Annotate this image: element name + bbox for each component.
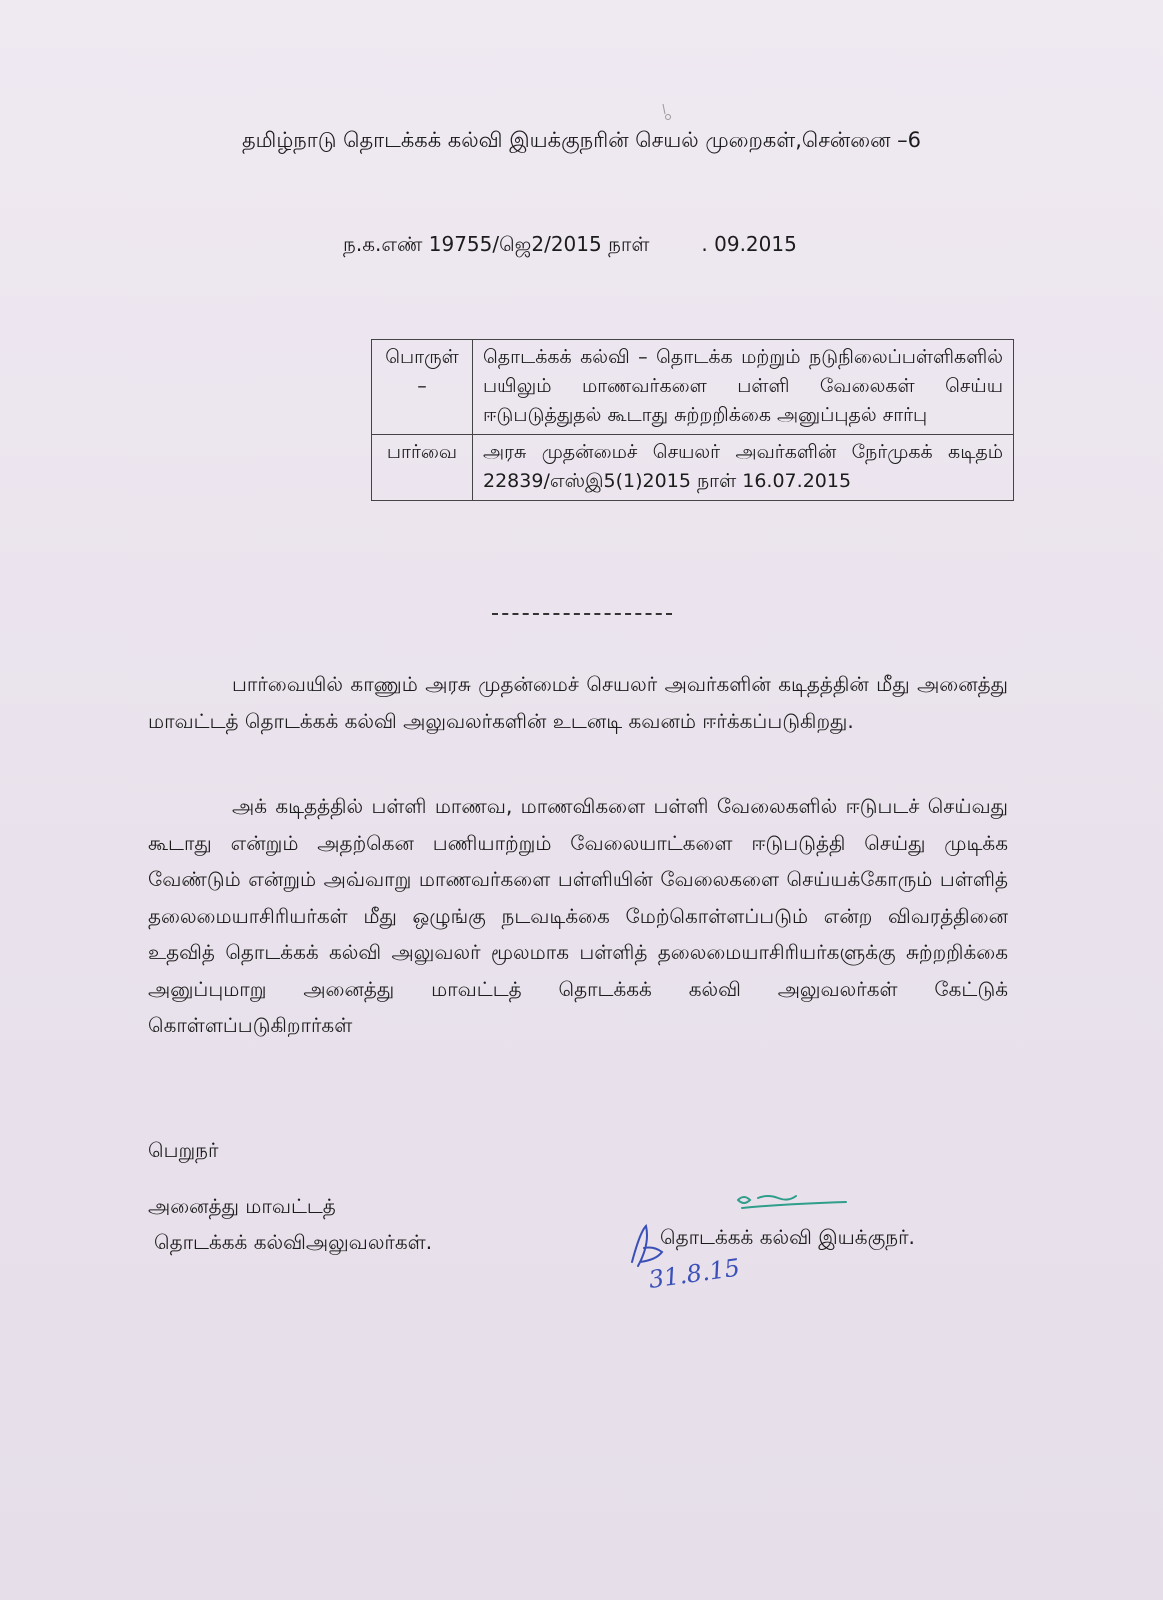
body-paragraph-2: அக் கடிதத்தில் பள்ளி மாணவ, மாணவிகளை பள்ளி வேலைகளில் ஈடுபடச் செய்வது கூடாது என்றும் அதற்கென பணியாற்றும் வேலையாட்களை ஈடுபடுத்தி செய்து முடிக்க வேண்டும் என்றும் அவ்வாறு மாணவர்களை பள்ளியின் வேலைகளை செய்யக்கோரும் பள்ளித் தலைமையாசிரியர்கள் மீது ஒழுங்கு நடவடிக்கை மேற்கொள்ளப்படும் என்ற விவரத்தினை உதவித் தொடக்கக் கல்வி அலுவலர் மூலமாக பள்ளித் தலைமையாசிரியர்களுக்கு சுற்றறிக்கை அனுப்புமாறு அனைத்து மாவட்டத் தொடக்கக் கல்வி அலுவலர்கள் கேட்டுக் கொள்ளப்படுகிறார்கள் bbox=[148, 794, 1008, 1037]
subject-table bbox=[371, 339, 1014, 501]
handwritten-initials bbox=[620, 1190, 880, 1310]
recipient-block bbox=[148, 1132, 432, 1260]
recipient-heading: பெறுநர் bbox=[148, 1138, 219, 1162]
signatory-title: தொடக்கக் கல்வி இயக்குநர். bbox=[660, 1225, 915, 1249]
document-header: தமிழ்நாடு தொடக்கக் கல்வி இயக்குநரின் செயல் முறைகள்,சென்னை –6 bbox=[242, 128, 921, 152]
reference-line bbox=[343, 232, 797, 259]
reference-text: அரசு முதன்மைச் செயலர் அவர்களின் நேர்முகக் கடிதம் 22839/எஸ்இ5(1)2015 நாள் 16.07.2015 bbox=[473, 435, 1014, 501]
body-paragraph-1: பார்வையில் காணும் அரசு முதன்மைச் செயலர் அவர்களின் கடிதத்தின் மீது அனைத்து மாவட்டத் தொடக்கக் கல்வி அலுவலர்களின் உடனடி கவனம் ஈர்க்கப்படுகிறது. bbox=[148, 672, 1008, 733]
reference-date: . 09.2015 bbox=[701, 232, 797, 256]
stray-pen-mark bbox=[660, 102, 674, 122]
section-divider bbox=[492, 613, 672, 615]
reference-number: ந.க.எண் 19755/ஜெ2/2015 நாள் bbox=[343, 232, 650, 256]
green-initial-stroke bbox=[738, 1196, 846, 1208]
subject-text: தொடக்கக் கல்வி – தொடக்க மற்றும் நடுநிலைப்பள்ளிகளில் பயிலும் மாணவர்களை பள்ளி வேலைகள் செய்ய ஈடுபடுத்துதல் கூடாது சுற்றறிக்கை அனுப்புதல் சார்பு bbox=[473, 340, 1014, 435]
recipient-line-2: தொடக்கக் கல்விஅலுவலர்கள். bbox=[154, 1230, 433, 1254]
handwritten-date: 31.8.15 bbox=[646, 1253, 742, 1294]
reference-row bbox=[372, 435, 1014, 501]
subject-row bbox=[372, 340, 1014, 435]
blue-signature-stroke bbox=[632, 1226, 662, 1266]
subject-label: பொருள் – bbox=[372, 340, 473, 435]
recipient-line-1: அனைத்து மாவட்டத் bbox=[148, 1194, 336, 1218]
reference-label: பார்வை bbox=[372, 435, 473, 501]
